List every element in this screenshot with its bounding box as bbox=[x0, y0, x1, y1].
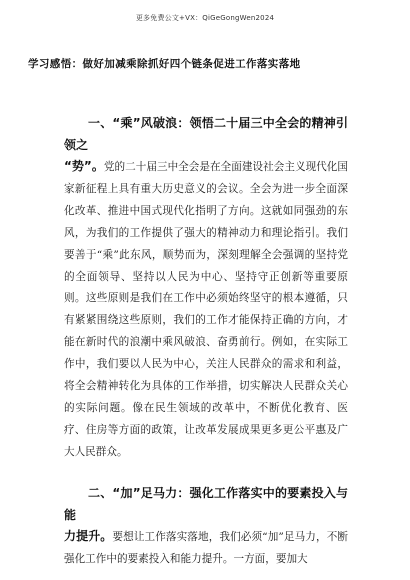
section-heading-1-text: 一、“乘”风破浪：领悟二十届三中全会的精神引领之 bbox=[64, 116, 348, 152]
section-body-1: 党的二十届三中全会是在全面建设社会主义现代化国家新征程上具有重大历史意义的会议。全会为进一步全面深化改革、推进中国式现代化指明了方向。这就如同强劲的东风，为我们的工作提供了强大的精神动力和理论指引。我们要善于“乘”此东风，顺势而为，深刻理解全会强调的坚持党的全面领导、坚持以人民为中心、坚持守正创新等重要原则。这些原则是我们在工作中必须始终坚守的根本遵循，只有紧紧围绕这些原则，我们的工作才能保持正确的方向，才能在新时代的浪潮中乘风破浪、奋勇前行。例如，在实际工作中，我们要以人民为中心，关注人民群众的需求和利益，将全会精神转化为具体的工作举措，切实解决人民群众关心的实际问题。像在民生领域的改革中，不断优化教育、医疗、住房等方面的政策，让改革发展成果更多更公平惠及广大人民群众。 bbox=[64, 161, 349, 458]
section-body-2: 要想让工作落实落地，我们必须“加”足马力，不断强化工作中的要素投入和能力提升。一方面，要加大 bbox=[64, 530, 348, 565]
section-paragraph-1 bbox=[64, 156, 348, 464]
header-note: 更多免费公文+VX：QiGeGongWen2024 bbox=[135, 14, 275, 22]
section-heading-2-text: 二、“加”足马力：强化工作落实中的要素投入与能 bbox=[64, 485, 348, 522]
section-paragraph-2 bbox=[64, 526, 348, 571]
document-body bbox=[64, 112, 348, 571]
page-title: 学习感悟：做好加减乘除抓好四个链条促进工作落实落地 bbox=[28, 58, 301, 70]
section-heading-2-tail: 力提升。 bbox=[64, 528, 113, 543]
section-heading-1 bbox=[64, 112, 348, 156]
section-heading-2 bbox=[64, 482, 348, 526]
section-heading-1-tail: “势”。 bbox=[64, 159, 104, 173]
section-2 bbox=[64, 482, 348, 571]
